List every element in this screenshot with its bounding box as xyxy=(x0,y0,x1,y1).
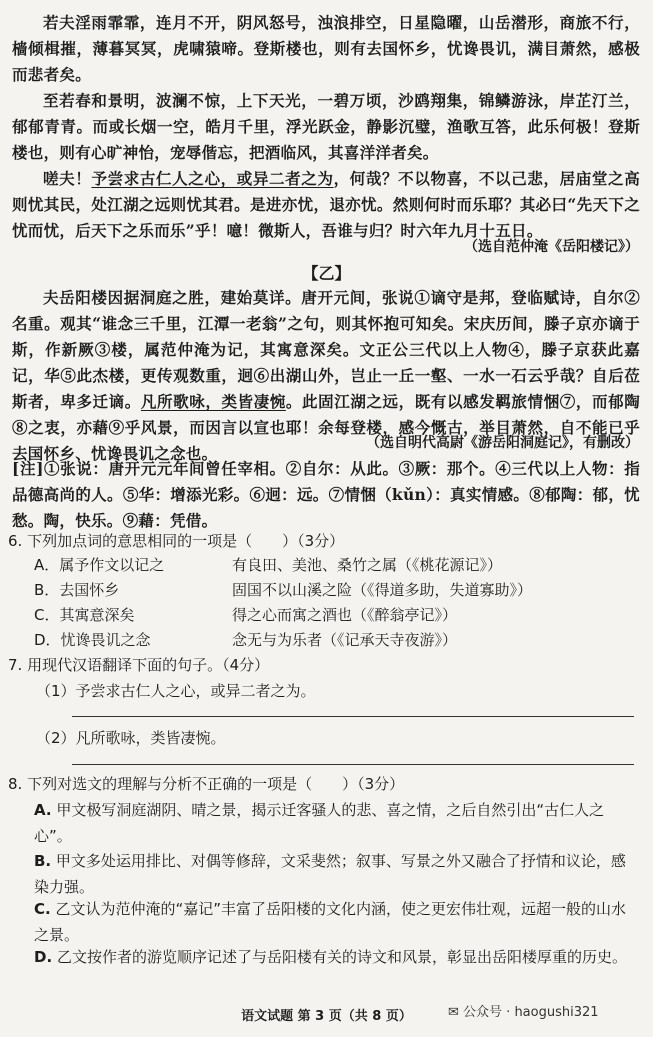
q6-option-c-left: C．其寓意深矣 xyxy=(34,606,135,624)
q7-answer-line-1[interactable] xyxy=(72,716,634,717)
q8-option-d[interactable] xyxy=(34,944,639,970)
q8-option-b-text: 甲文多处运用排比、对偶等修辞，文采斐然；叙事、写景之外又融合了抒情和议论，感染力强。 xyxy=(34,852,626,896)
q8-option-b[interactable] xyxy=(34,848,639,900)
q7-item-2: （2）凡所歌咏，类皆凄惋。 xyxy=(36,729,226,747)
question-7-stem: 7. 用现代汉语翻译下面的句子。（4分） xyxy=(8,656,270,674)
q6-option-a-left: A．属予作文以记之 xyxy=(34,556,165,574)
p3-start: 嗟夫！ xyxy=(43,169,92,188)
passage-jia-source: （选自范仲淹《岳阳楼记》） xyxy=(464,239,639,255)
q8-option-a-text: 甲文极写洞庭湖阴、晴之景，揭示迁客骚人的悲、喜之情，之后自然引出“古仁人之心”。 xyxy=(34,801,605,845)
q7-answer-line-2[interactable] xyxy=(72,764,634,765)
q8-option-a[interactable] xyxy=(34,797,639,849)
annotation-notes: [注]①张说：唐开元元年间曾任宰相。②自尔：从此。③厥：那个。④三代以上人物：指品德高尚的人。⑤华：增添光彩。⑥迥：远。⑦情悃（kǔn）：真实情感。⑧郁陶：郁，忧愁。陶，快乐。⑨藉：凭借。 xyxy=(12,459,640,530)
question-6-stem: 6. 下列加点词的意思相同的一项是（ ）（3分） xyxy=(8,532,345,550)
wechat-watermark xyxy=(448,1001,599,1020)
passage-jia-paragraph-2: 至若春和景明，波澜不惊，上下天光，一碧万顷，沙鸥翔集，锦鳞游泳，岸芷汀兰，郁郁青青。而或长烟一空，皓月千里，浮光跃金，静影沉璧，渔歌互答，此乐何极！登斯楼也，则有心旷神怡，宠辱偕忘，把酒临风，其喜洋洋者矣。 xyxy=(12,91,640,162)
question-8-stem: 8. 下列对选文的理解与分析不正确的一项是（ ）（3分） xyxy=(8,775,405,793)
q8-option-c-label: C. xyxy=(34,900,51,918)
watermark-text: 公众号 · haogushi321 xyxy=(463,1005,599,1020)
q6-option-b-left: B．去国怀乡 xyxy=(34,581,120,599)
q8-option-a-label: A. xyxy=(34,801,52,819)
q8-option-d-label: D. xyxy=(34,948,53,966)
q8-option-d-text: 乙文按作者的游览顺序记述了与岳阳楼有关的诗文和风景，彰显出岳阳楼厚重的历史。 xyxy=(56,948,627,966)
passage-yi-source: （选自明代高尉《游岳阳洞庭记》，有删改） xyxy=(366,435,639,451)
passage-jia-paragraph-1: 若夫淫雨霏霏，连月不开，阴风怒号，浊浪排空，日星隐曜，山岳潜形，商旅不行，樯倾楫摧，薄暮冥冥，虎啸猿啼。登斯楼也，则有去国怀乡，忧谗畏讥，满目萧然，感极而悲者矣。 xyxy=(12,13,640,84)
q6-option-c-right: 得之心而寓之酒也（《醉翁亭记》） xyxy=(232,606,458,624)
passage-jia-paragraph-3 xyxy=(12,166,640,244)
q6-option-a-right: 有良田、美池、桑竹之属（《桃花源记》） xyxy=(232,556,503,574)
yi-part-a: 夫岳阳楼因据洞庭之胜，建始莫详。唐开元间，张说①谪守是邦，登临赋诗，自尔②名重。观其“谁念三千里，江潭一老翁”之句，则其怀抱可知矣。宋庆历间，滕子京亦谪于斯，作新厥③楼，属范仲淹为记，其寓意深矣。文正公三代以上人物④，滕子京获此嘉记，华⑤此杰楼，更传观数重，迥⑥出湖山外，岂止一丘一壑、一水一石云乎哉？自后莅斯者，卑多迁谪。 xyxy=(12,288,640,411)
q6-option-d-right: 念无与为乐者（《记承天寺夜游》） xyxy=(232,631,458,649)
q8-option-c-text: 乙文认为范仲淹的“嘉记”丰富了岳阳楼的文化内涵，使之更宏伟壮观，远超一般的山水之景。 xyxy=(34,900,627,944)
yi-part-b: 。此固江湖之远，既有以感发羁旅情悃⑦，而郁陶⑧之衷，亦藉⑨乎风景，而因言以宣也耶！余每登楼，感今慨古，举目萧然，自不能已乎去国怀乡、忧谗畏讥之念也。 xyxy=(12,392,641,463)
q8-option-c[interactable] xyxy=(34,896,639,948)
passage-yi-title: 【乙】 xyxy=(302,264,351,283)
wechat-icon: ✉ xyxy=(448,1005,459,1020)
q7-item-1: （1）予尝求古仁人之心，或异二者之为。 xyxy=(36,682,316,700)
p3-rest: ，何哉？不以物喜，不以己悲，居庙堂之高则忧其民，处江湖之远则忧其君。是进亦忧，退亦忧。然则何时而乐耶？其必曰“先天下之忧而忧，后天下之乐而乐”乎！噫！微斯人，吾谁与归？时六年九月十五日。 xyxy=(12,169,640,240)
q6-option-d-left: D．忧谗畏讥之念 xyxy=(34,631,151,649)
page-footer: 语文试题 第 3 页（共 8 页） xyxy=(241,1009,412,1024)
underlined-sentence-2: 凡所歌咏，类皆凄惋 xyxy=(140,392,286,411)
underlined-sentence-1: 予尝求古仁人之心，或异二者之为 xyxy=(91,169,334,188)
q8-option-b-label: B. xyxy=(34,852,52,870)
q6-option-b-right: 固国不以山溪之险（《得道多助，失道寡助》） xyxy=(232,581,533,599)
passage-jia xyxy=(12,10,640,244)
